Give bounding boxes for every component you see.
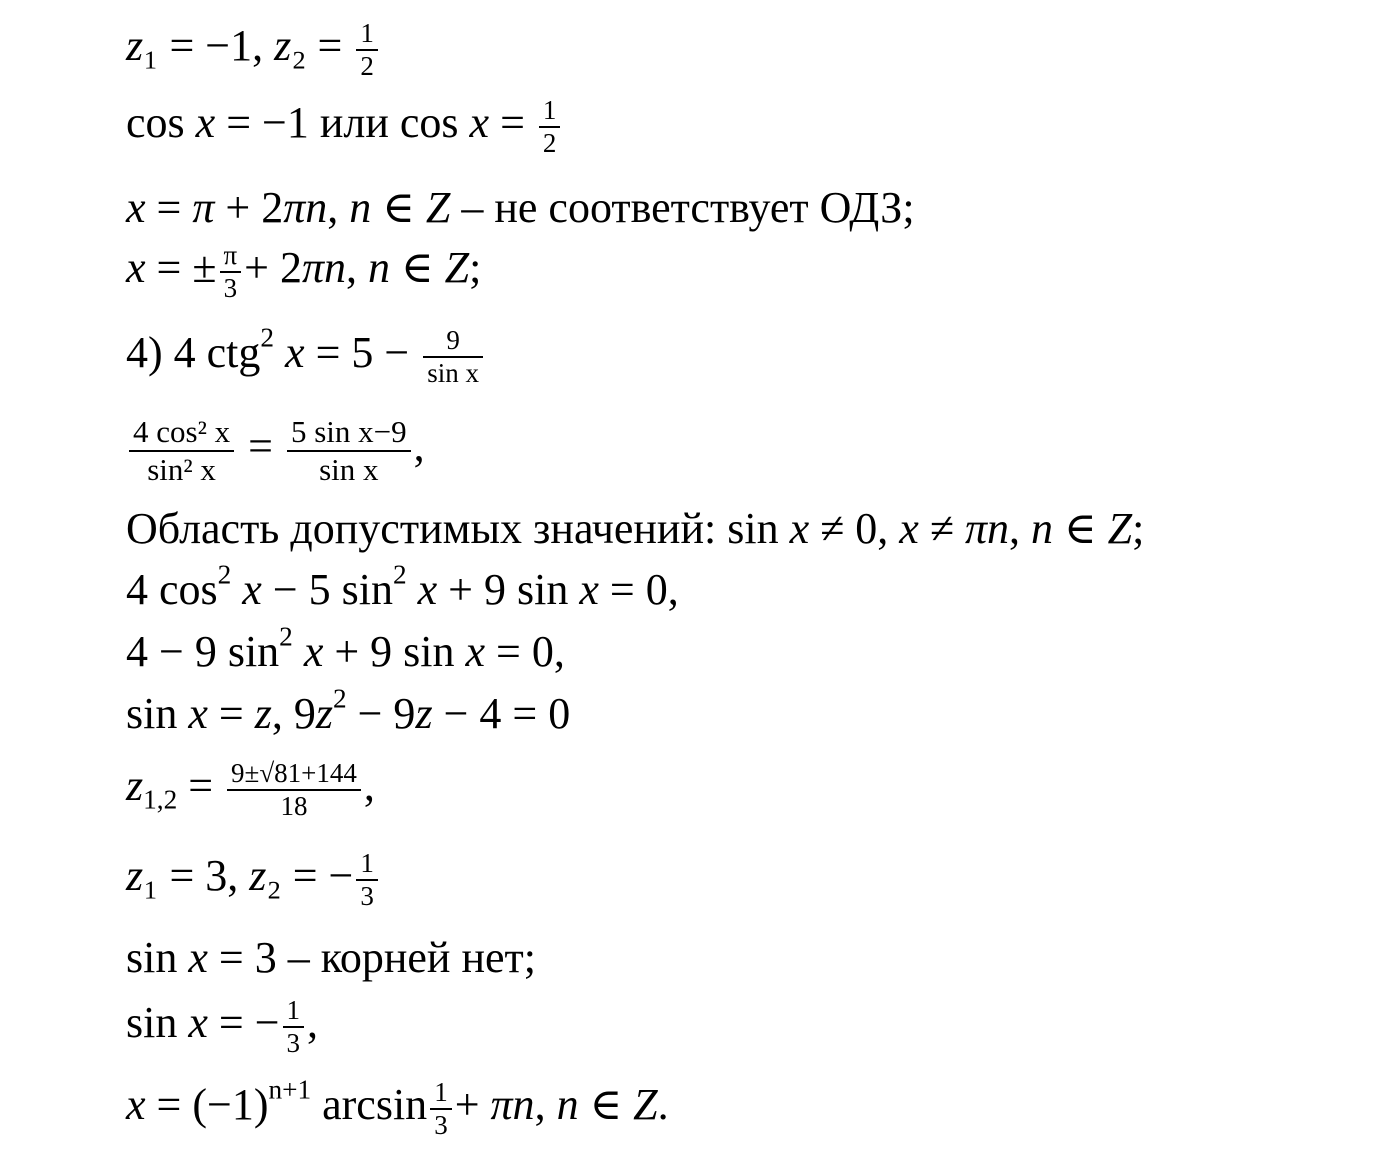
fraction-denominator: 3 [286,1028,301,1059]
equation-line-14 [126,995,318,1059]
formula-text: Область допустимых значений: sin [126,504,790,553]
subscript: 1,2 [143,784,178,815]
math-variable: πn [964,504,1010,553]
formula-text [274,328,285,377]
math-variable: x [899,504,919,553]
math-variable: x [579,565,599,614]
fraction [356,848,378,912]
equation-line-9 [126,621,565,676]
fraction [283,995,305,1059]
formula-text: = [207,689,255,738]
formula-text: + 2 [214,183,284,232]
formula-text: 4 cos [126,565,218,614]
fraction [423,325,483,389]
formula-text: ₂ = − [266,851,354,901]
formula-text: 4) 4 ctg [126,328,261,378]
formula-text: = −1 или cos [215,98,470,148]
formula-text: = (−1) [145,1080,269,1130]
math-variable: x [126,243,146,293]
fraction [539,95,561,159]
superscript: 2 [260,322,275,353]
math-variable: z [126,21,144,71]
formula-text: = [489,98,536,148]
formula-text: ∈ [371,183,426,232]
superscript: 2 [217,559,232,590]
fraction [430,1077,452,1141]
math-variable: x [469,98,490,148]
formula-text: 4 − 9 sin [126,627,280,676]
formula-text: ∈ [390,243,445,293]
equation-line-13 [126,933,536,982]
math-variable: z [274,21,292,71]
formula-text: ₁ = −1, [143,21,275,71]
fraction [356,18,378,82]
formula-text: , 9 [271,689,316,738]
formula-text: , [534,1080,557,1130]
superscript: 2 [393,559,407,590]
math-variable: z [249,851,267,901]
formula-text: ₁ = 3, [143,851,250,901]
formula-text: , [327,183,350,232]
equation-line-3 [126,183,915,232]
fraction-denominator: 2 [542,128,557,159]
formula-text: sin [126,933,189,982]
math-variable: z [126,851,144,901]
fraction-denominator: 18 [280,791,308,822]
formula-text: + 2 [244,243,302,293]
math-variable: x [195,98,216,148]
formula-text: , [1009,504,1032,553]
formula-text: + 9 sin [323,627,466,676]
math-variable: x [789,504,810,553]
fraction-numerator: 5 sin x−9 [287,414,411,452]
math-variable: z [315,689,333,738]
formula-text: sin [126,689,189,738]
fraction-numerator: 1 [430,1077,452,1110]
fraction-numerator: 4 cos² x [129,414,234,452]
math-variable: x [417,565,438,614]
formula-text: + 9 sin [437,565,580,614]
fraction-denominator: sin² x [147,451,216,487]
equation-line-4 [126,240,481,304]
formula-text: = [177,761,225,811]
fraction-denominator: 2 [360,51,374,82]
math-variable: n [368,243,391,293]
formula-text [407,565,418,614]
formula-text [293,627,304,676]
math-variable: Z [444,243,470,293]
math-variable: z [415,689,433,738]
equation-line-2 [126,95,563,159]
equation-line-12 [126,848,381,912]
formula-text: = 5 − [304,328,421,378]
formula-text: ₂ = [291,21,354,71]
formula-text: ∈ [578,1080,634,1130]
formula-text [231,565,242,614]
fraction-numerator: 9 [423,325,483,358]
fraction [220,240,242,304]
equation-line-5 [126,322,486,389]
math-variable: x [242,565,262,614]
superscript: n+1 [268,1074,312,1105]
math-variable: Z [1107,504,1133,553]
formula-text: = [145,183,193,232]
math-variable: z [254,689,272,738]
fraction-numerator: 9±√81+144 [227,758,361,791]
formula-text: , [413,421,425,471]
formula-text: = [237,421,284,471]
math-variable: x [303,627,324,676]
equation-line-11 [126,758,375,822]
fraction-numerator: π [220,240,242,273]
math-variable: x [285,328,305,378]
fraction-denominator: sin x [427,358,479,389]
math-variable: πn [283,183,328,232]
fraction-denominator: 3 [360,881,374,912]
formula-text: = − [207,998,280,1048]
math-variable: n [556,1080,579,1130]
formula-text: = ± [145,243,217,293]
formula-text: + [454,1080,491,1130]
superscript: 2 [279,621,293,652]
math-variable: Z [425,183,451,232]
fraction [287,414,411,487]
formula-text: ≠ [918,504,965,553]
formula-text: − 5 sin [261,565,393,614]
formula-text: ∈ [1053,504,1108,553]
formula-text: ≠ 0, [809,504,900,553]
formula-text: . [657,1080,669,1130]
math-variable: n [1031,504,1054,553]
formula-text: = 0, [485,627,565,676]
fraction-numerator: 1 [356,848,378,881]
math-variable: z [126,761,144,811]
formula-text: , [307,998,319,1048]
equation-line-8 [126,559,679,614]
equation-line-15 [126,1074,669,1141]
fraction-denominator: 3 [223,273,238,304]
math-variable: x [465,627,486,676]
fraction [227,758,361,822]
equation-line-10 [126,683,571,738]
formula-text: , [346,243,369,293]
superscript: 2 [332,683,347,714]
math-variable: x [126,183,146,232]
fraction-numerator: 1 [283,995,305,1028]
formula-text: cos [126,98,196,148]
math-variable: π [192,183,215,232]
equation-line-6 [126,414,425,487]
formula-text: ; [469,243,482,293]
formula-text: = 0, [598,565,679,614]
math-variable: x [188,933,208,982]
math-variable: πn [490,1080,535,1130]
formula-text: arcsin [311,1080,428,1130]
formula-text: , [363,761,375,811]
math-variable: x [188,689,208,738]
equation-line-7 [126,504,1145,553]
formula-text: sin [126,998,189,1048]
formula-text: ; [1132,504,1145,553]
formula-text: − 4 = 0 [432,689,571,738]
math-variable: x [188,998,208,1048]
formula-text: = 3 – корней нет; [207,933,536,982]
equation-line-1 [126,18,381,82]
fraction-numerator: 1 [539,95,561,128]
math-variable: πn [301,243,347,293]
math-variable: x [126,1080,146,1130]
formula-text: – не соответствует ОДЗ; [450,183,915,232]
fraction-denominator: sin x [319,451,379,487]
formula-text: − 9 [346,689,416,738]
math-variable: n [349,183,372,232]
fraction-denominator: 3 [434,1110,448,1141]
math-variable: Z [633,1080,658,1130]
fraction [129,414,234,487]
fraction-numerator: 1 [356,18,378,51]
